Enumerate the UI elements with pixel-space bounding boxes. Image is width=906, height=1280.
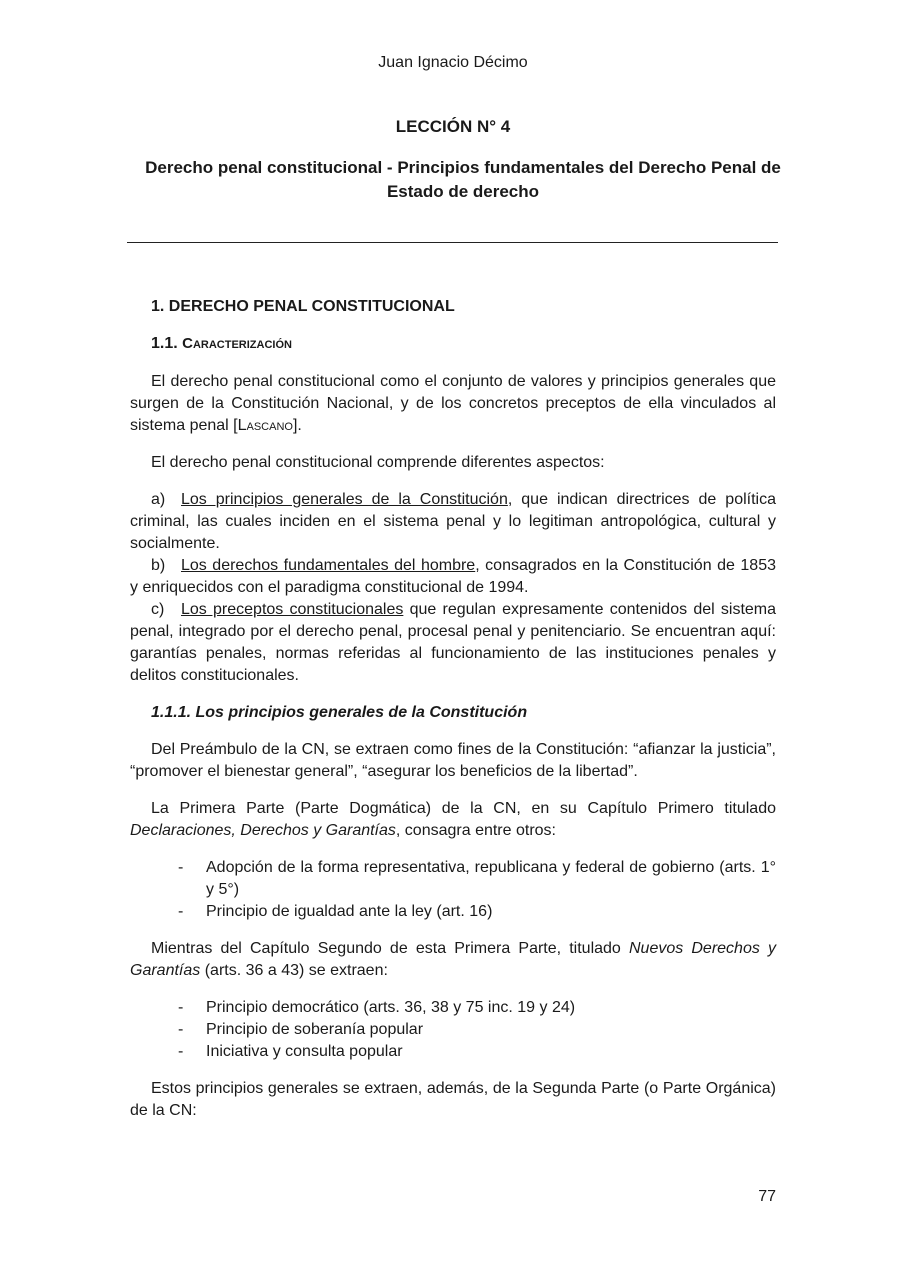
aspect-term: Los derechos fundamentales del hombre <box>181 557 476 574</box>
paragraph-definition <box>130 371 776 437</box>
paragraph-preamble: Del Preámbulo de la CN, se extraen como fines de la Constitución: “afianzar la justicia”, “promover el bienestar general”, “asegurar los beneficios de la libertad”. <box>130 741 776 780</box>
list-item-text: Principio de igualdad ante la ley (art. 16) <box>206 903 493 920</box>
paragraph-text: , consagra entre otros: <box>395 822 556 839</box>
aspect-item <box>130 599 776 687</box>
chapter-title: Declaraciones, Derechos y Garantías <box>130 822 396 839</box>
paragraph-text: (arts. 36 a 43) se extraen: <box>200 962 388 979</box>
list-item <box>130 1019 776 1041</box>
list-bullet: - <box>178 999 184 1016</box>
page-number: 77 <box>758 1188 776 1205</box>
aspect-item <box>130 489 776 555</box>
list-item-text: Adopción de la forma representativa, republicana y federal de gobierno (arts. 1° y 5°) <box>206 859 776 898</box>
list-bullet: - <box>178 1021 184 1038</box>
paragraph-first-part <box>130 798 776 842</box>
paragraph-text: Mientras del Capítulo Segundo de esta Primera Parte, titulado <box>151 940 629 957</box>
list-item-text: Iniciativa y consulta popular <box>206 1043 403 1060</box>
cited-author: Lascano <box>237 417 293 434</box>
paragraph-second-chapter <box>130 938 776 982</box>
list-item <box>130 1041 776 1063</box>
list-item <box>130 997 776 1019</box>
section-heading-1: 1. DERECHO PENAL CONSTITUCIONAL <box>151 298 455 315</box>
first-chapter-list <box>130 857 776 923</box>
list-bullet: - <box>178 903 184 920</box>
section-title: Caracterización <box>182 335 292 352</box>
aspects-list <box>130 489 776 687</box>
section-number: 1.1. <box>151 335 183 352</box>
lesson-number: LECCIÓN N° 4 <box>395 117 511 136</box>
aspect-term: Los preceptos constitucionales <box>181 601 404 618</box>
page-body <box>130 296 776 1137</box>
paragraph-aspects-intro: El derecho penal constitucional comprende diferentes aspectos: <box>151 454 605 471</box>
title-divider <box>127 242 778 243</box>
list-item <box>130 901 776 923</box>
second-chapter-list <box>130 997 776 1063</box>
lesson-title: Derecho penal constitucional - Principios fundamentales del Derecho Penal de Estado de derecho <box>145 158 781 201</box>
aspect-marker: a) <box>151 491 166 508</box>
aspect-marker: b) <box>151 557 166 574</box>
running-header-author: Juan Ignacio Décimo <box>378 54 528 71</box>
section-heading-1-1 <box>130 333 776 355</box>
aspect-text: , que indican directrices de política criminal, las cuales inciden en el sistema penal y lo legitiman antropológica, cultural y socialmente. <box>130 491 777 552</box>
list-bullet: - <box>178 859 184 876</box>
list-item-text: Principio democrático (arts. 36, 38 y 75 inc. 19 y 24) <box>206 999 576 1016</box>
section-heading-1-1-1: 1.1.1. Los principios generales de la Constitución <box>151 704 528 721</box>
paragraph-text: El derecho penal constitucional como el conjunto de valores y principios generales que surgen de la Constitución Nacional, y de los concretos preceptos de ella vinculados al sistema penal [ <box>130 373 776 434</box>
aspect-item <box>130 555 776 599</box>
list-item-text: Principio de soberanía popular <box>206 1021 424 1038</box>
chapter-title: Nuevos Derechos y Garantías <box>130 940 776 979</box>
aspect-text: , consagrados en la Constitución de 1853 y enriquecidos con el paradigma constitucional de 1994. <box>130 557 777 596</box>
aspect-marker: c) <box>151 601 165 618</box>
aspect-text: que regulan expresamente contenidos del sistema penal, integrado por el derecho penal, procesal penal y penitenciario. Se encuentran aquí: garantías penales, normas referidas al funcionamiento de las instituciones penales y delitos constitucionales. <box>130 601 777 684</box>
list-item <box>130 857 776 901</box>
paragraph-second-part: Estos principios generales se extraen, además, de la Segunda Parte (o Parte Orgánica) de la CN: <box>130 1080 776 1119</box>
paragraph-close: ]. <box>292 417 302 434</box>
aspect-term: Los principios generales de la Constitución <box>181 491 508 508</box>
list-bullet: - <box>178 1043 184 1060</box>
paragraph-text: La Primera Parte (Parte Dogmática) de la CN, en su Capítulo Primero titulado <box>151 800 776 817</box>
